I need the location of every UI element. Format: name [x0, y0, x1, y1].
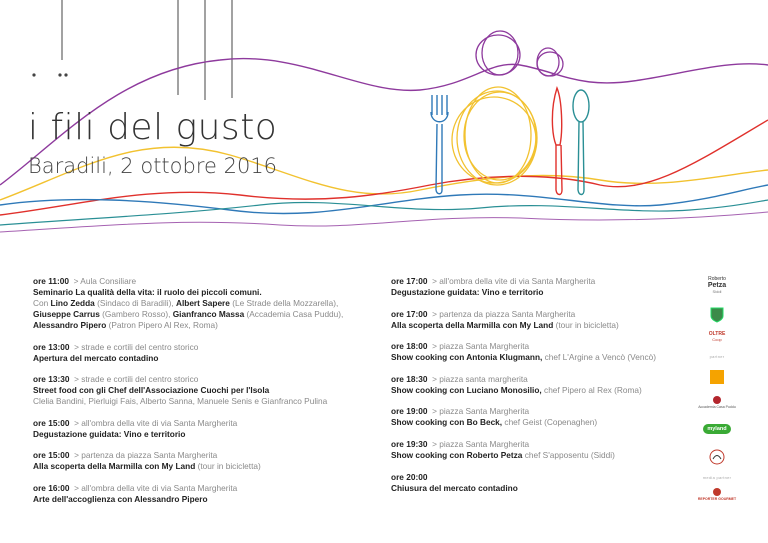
- event-time: ore 19:30: [391, 438, 428, 449]
- event-time: ore 13:00: [33, 341, 70, 352]
- event-time: ore 16:00: [33, 482, 70, 493]
- event-location: > piazza santa margherita: [432, 373, 528, 384]
- event-item: [391, 276, 691, 298]
- event-location: > Aula Consiliare: [73, 276, 137, 286]
- event-location: > strade e cortili del centro storico: [74, 341, 199, 352]
- event-title: Show cooking con Bo Beck,: [391, 417, 503, 428]
- hanging-threads: [62, 0, 232, 100]
- coat-of-arms-icon: [694, 307, 740, 324]
- title-block: [28, 108, 277, 148]
- spoon: [573, 90, 589, 195]
- event-item: [391, 439, 691, 461]
- fork: [431, 95, 448, 194]
- sponsor-logo-petza: Roberto Petza Siddi: [707, 276, 727, 294]
- event-time: ore 15:00: [33, 417, 70, 428]
- wave-purple-2: [0, 212, 768, 232]
- event-note: (tour in bicicletta): [553, 319, 619, 330]
- event-title: Apertura del mercato contadino: [33, 352, 159, 363]
- sponsor-logo-orange: [694, 370, 740, 384]
- event-time: ore 18:30: [391, 373, 428, 384]
- event-title: Chiusura del mercato contadino: [391, 482, 518, 493]
- event-location: > all'ombra della vite di via Santa Margherita: [74, 417, 238, 428]
- event-location: > partenza da piazza Santa Margherita: [432, 308, 576, 319]
- event-item: [391, 472, 691, 494]
- event-note: chef Geist (Copenaghen): [502, 417, 598, 428]
- sponsor-logo-casa-puddu: Accademia Casa Puddu: [694, 396, 740, 409]
- sponsor-logo-reporter-gourmet: REPORTER GOURMET: [694, 488, 740, 501]
- event-location: > all'ombra della vite di via Santa Margherita: [432, 276, 596, 286]
- event-location: > partenza da piazza Santa Margherita: [74, 450, 218, 461]
- event-time: ore 17:00: [391, 308, 428, 319]
- event-item: [33, 450, 373, 472]
- event-title: Street food con gli Chef dell'Associazione Cuochi per l'Isola: [33, 385, 270, 396]
- event-item: [33, 276, 373, 331]
- event-item: [391, 406, 691, 428]
- event-note: chef Pipero al Rex (Roma): [541, 384, 642, 395]
- event-item: [33, 483, 373, 505]
- event-item: [391, 341, 691, 363]
- event-title: Degustazione guidata: Vino e territorio: [391, 287, 544, 297]
- event-date: Baradili, 2 ottobre 2016: [28, 154, 278, 178]
- event-location: > piazza Santa Margherita: [432, 406, 530, 417]
- orange-square-icon: [710, 370, 724, 384]
- event-time: ore 19:00: [391, 406, 428, 417]
- chef-names: Clelia Bandini, Pierluigi Fais, Alberto Sanna, Manuele Senis e Gianfranco Pulina: [33, 396, 328, 407]
- page-title: i fili del gusto: [28, 107, 278, 148]
- speakers-line: Con Lino Zedda (Sindaco di Baradili), Albert Sapere (Le Strade della Mozzarella),: [33, 298, 339, 308]
- event-time: ore 20:00: [391, 471, 428, 482]
- event-item: [33, 418, 373, 440]
- sponsor-logo-oltre: OLTRE Coop: [708, 331, 726, 342]
- partner-label: partner: [709, 354, 725, 359]
- event-title: Show cooking con Antonia Klugmann,: [391, 352, 543, 363]
- wave-blue: [0, 185, 768, 214]
- event-title: Show cooking con Luciano Monosilio,: [391, 384, 542, 395]
- letter-dots: [32, 73, 67, 76]
- event-item: [33, 342, 373, 364]
- casa-puddu-icon: [713, 396, 721, 404]
- media-partner-label: media partner: [702, 475, 732, 480]
- program-left-column: [33, 276, 373, 516]
- event-note: (tour in bicicletta): [195, 461, 261, 472]
- reporter-gourmet-icon: [713, 488, 721, 496]
- speakers-line: Alessandro Pipero (Patron Pipero Al Rex, Roma): [33, 320, 218, 330]
- event-time: ore 11:00: [33, 276, 69, 286]
- event-time: ore 15:00: [33, 450, 70, 461]
- event-time: ore 17:00: [391, 276, 428, 286]
- event-title: Degustazione guidata: Vino e territorio: [33, 428, 186, 439]
- event-item: [391, 374, 691, 396]
- event-location: > all'ombra della vite di via Santa Margherita: [74, 482, 238, 493]
- speakers-line: Giuseppe Carrus (Gambero Rosso), Gianfranco Massa (Accademia Casa Puddu),: [33, 309, 344, 319]
- plate-scribble: [452, 87, 537, 185]
- event-location: > piazza Santa Margherita: [432, 341, 530, 352]
- event-item: [33, 374, 373, 407]
- event-location: > strade e cortili del centro storico: [74, 374, 199, 385]
- event-title: Arte dell'accoglienza con Alessandro Pipero: [33, 493, 208, 504]
- event-time: ore 18:00: [391, 341, 428, 352]
- event-time: ore 13:30: [33, 374, 70, 385]
- event-title: Seminario La qualità della vita: il ruolo dei piccoli comuni.: [33, 287, 262, 297]
- event-title: Show cooking con Roberto Petza: [391, 449, 523, 460]
- event-location: > piazza Santa Margherita: [432, 438, 530, 449]
- event-note: chef L'Argine a Vencò (Vencò): [542, 352, 657, 363]
- event-item: [391, 309, 691, 331]
- event-note: chef S'apposentu (Siddi): [522, 449, 615, 460]
- sponsor-logo-myland: myland: [694, 424, 740, 434]
- program-right-column: [391, 276, 691, 504]
- illustration-logo-icon: [694, 448, 740, 467]
- event-title: Alla scoperta della Marmilla con My Land: [391, 319, 554, 330]
- event-title: Alla scoperta della Marmilla con My Land: [33, 461, 196, 472]
